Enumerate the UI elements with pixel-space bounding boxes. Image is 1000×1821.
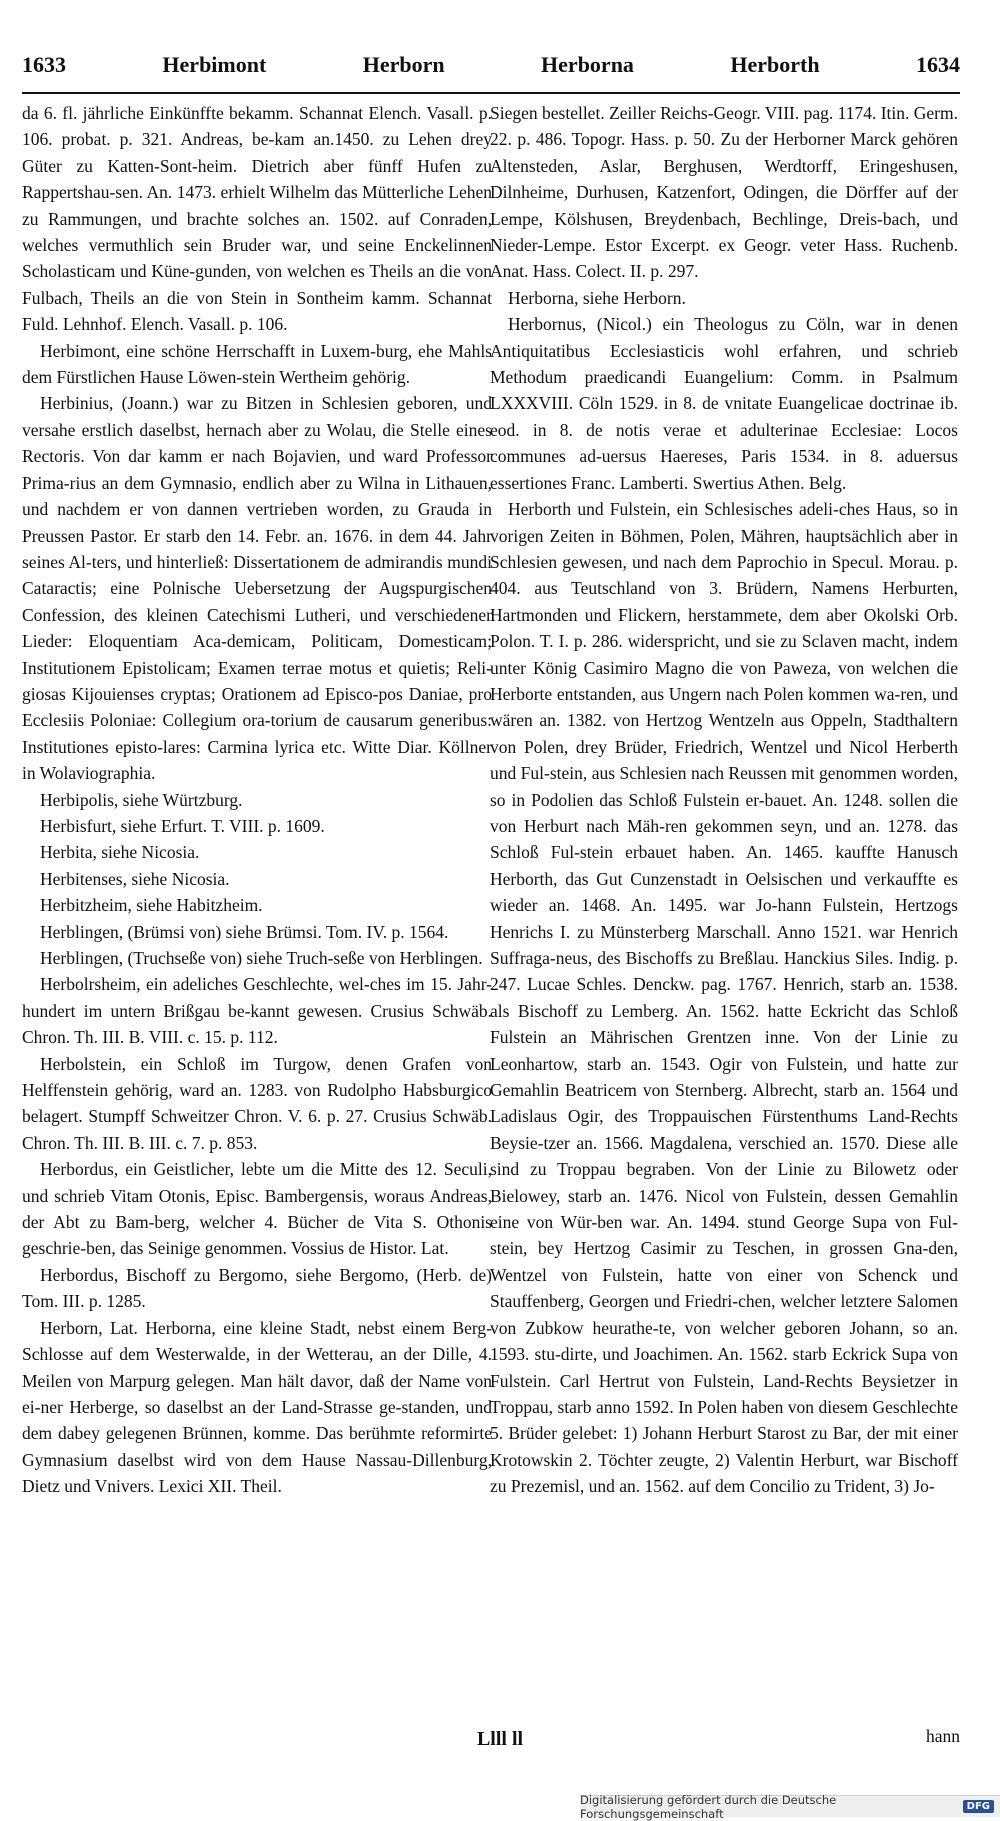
page-number-left: 1633: [22, 52, 66, 77]
footer-text: Digitalisierung gefördert durch die Deutsche Forschungsgemeinschaft: [580, 1792, 837, 1821]
digitization-footer: [580, 1792, 1000, 1821]
left-column: [22, 100, 492, 1700]
entry-herbolstein: Herbolstein, ein Schloß im Turgow, denen Grafen von Helffenstein gehörig, ward an. 1283. von Rudolpho Habsburgico belagert. Stumpff Schweitzer Chron. V. 6. p. 27. Crusius Schwäb. Chron. Th. III. B. III. c. 7. p. 853.: [22, 1053, 492, 1153]
right-column: [490, 100, 958, 1700]
entry-herbisfurt: Herbisfurt, siehe Erfurt. T. VIII. p. 1609.: [40, 815, 325, 836]
entry-herbitzheim: Herbitzheim, siehe Habitzheim.: [40, 895, 263, 916]
entry-herbordus-bischoff: Herbordus, Bischoff zu Bergomo, siehe Bergomo, (Herb. de) Tom. III. p. 1285.: [22, 1264, 492, 1312]
entry-herbimont: Herbimont, eine schöne Herrschafft in Luxem-burg, ehe Mahls dem Fürstlichen Hause Löwen-stein Wertheim gehörig.: [22, 340, 492, 388]
entry-herborth: Herborth und Fulstein, ein Schlesisches adeli-ches Haus, so in vorigen Zeiten in Böhmen, Polen, Mähren, hauptsächlich aber in Schlesien gewesen, und nach dem Paprochio in Specul. Morau. p. 404. aus Teutschland von 3. Brüdern, Namens Herburten, Hartmonden und Flickern, herstammete, dem aber Okolski Orb. Polon. T. I. p. 286. widerspricht, und sie zu Sclaven macht, indem unter König Casimiro Magno die von Paweza, von welchen die Herborte entstanden, aus Ungern nach Polen kommen wa-ren, und wären an. 1382. von Hertzog Wentzeln aus Oppeln, Stadthaltern von Polen, drey Brüder, Friedrich, Wentzel und Nicol Herberth und Ful-stein, aus Schlesien nach Reussen mit genommen worden, so in Podolien das Schloß Fulstein er-bauet. An. 1248. sollen die von Herburt nach Mäh-ren gekommen seyn, und an. 1278. das Schloß Ful-stein erbauet haben. An. 1465. kauffte Hanusch Herborth, das Gut Cunzenstadt in Oelsischen und verkauffte es wieder an. 1468. An. 1495. war Jo-hann Fulstein, Hertzogs Henrichs I. zu Münsterberg Marschall. Anno 1521. war Henrich Suffraga-neus, des Bischoffs zu Breßlau. Hanckius Siles. Indig. p. 247. Lucae Schles. Denckw. pag. 1767. Henrich, starb an. 1538. als Bischoff zu Lemberg. An. 1562. hatte Eckricht das Schloß Fulstein an Mährischen Grentzen inne. Von der Linie zu Leonhartow, starb an. 1543. Ogir von Fulstein, und hatte zur Gemahlin Beatricem von Sternberg. Albrecht, starb an. 1564 und Ladislaus Ogir, des Troppauischen Fürstenthums Land-Rechts Beysie-tzer an. 1566. Magdalena, verschied an. 1570. Diese alle sind zu Troppau begraben. Von der Linie zu Bilowetz oder Bielowey, starb an. 1476. Nicol von Fulstein, dessen Gemahlin eine von Wür-ben war. An. 1494. stund George Supa von Ful-stein, bey Hertzog Casimir zu Teschen, in grossen Gna-den, Wentzel von Fulstein, hatte von einer von Schenck und Stauffenberg, Georgen und Friedri-chen, welcher letztere Salomen von Zubkow heurathe-te, von welcher geboren Johann, so an. 1593. stu-dirte, und Joachimen. An. 1562. starb Eckrick Supa von Fulstein. Carl Hertrut von Fulstein, Land-Rechts Beysietzer in Troppau, starb anno 1592. In Polen haben von diesem Geschlechte 5. Brüder gelebet: 1) Johann Herburt Starost zu Bar, der mit einer Krotowskin 2. Töchter zeugte, 2) Valentin Herburt, war Bischoff zu Prezemisl, und an. 1562. auf dem Concilio zu Trident, 3) Jo-: [490, 499, 958, 1497]
running-head-herborn: Herborn: [362, 52, 445, 77]
entry-herbornus: Herbornus, (Nicol.) ein Theologus zu Cöln, war in denen Antiquitatibus Ecclesiasticis wohl erfahren, und schrieb Methodum praedicandi Euangelium: Comm. in Psalmum LXXXVIII. Cöln 1529. in 8. de vnitate Euangelicae doctrinae ib. eod. in 8. de notis verae et adulterinae Ecclesiae: Locos communes ad-uersus Haereses, Paris 1534. in 8. aduersus essertiones Franc. Lamberti. Swertius Athen. Belg.: [490, 314, 958, 493]
entry-herbordus: Herbordus, ein Geistlicher, lebte um die Mitte des 12. Seculi, und schrieb Vitam Otonis, Episc. Bambergensis, woraus Andreas, der Abt zu Bam-berg, welcher 4. Bücher de Vita S. Othonis geschrie-ben, das Seinige genommen. Vossius de Histor. Lat.: [22, 1159, 492, 1259]
entry-herborn-continued: Siegen bestellet. Zeiller Reichs-Geogr. VIII. pag. 1174. Itin. Germ. 22. p. 486. Topogr. Hass. p. 50. Zu der Herborner Marck gehören Altensteden, Aslar, Berghusen, Werdtorff, Eringeshusen, Dilnheime, Durhusen, Katzenfort, Odingen, die Dörffer auf der Lempe, Kölshusen, Breydenbach, Bechlinge, Dreis-bach, und Nieder-Lempe. Estor Excerpt. ex Geogr. veter Hass. Ruchenb. Anat. Hass. Colect. II. p. 297.: [490, 103, 958, 282]
running-head-herborna: Herborna: [541, 52, 634, 77]
entry-herbitenses: Herbitenses, siehe Nicosia.: [40, 868, 230, 889]
entry-herbipolis: Herbipolis, siehe Würtzburg.: [40, 789, 243, 810]
entry-herborn: Herborn, Lat. Herborna, eine kleine Stadt, nebst einem Berg-Schlosse auf dem Westerwalde, in der Wetterau, an der Dille, 4. Meilen von Marpurg gelegen. Man hält davor, daß der Name von ei-ner Herberge, so daselbst an der Land-Strasse ge-standen, und dem dabey gelegenen Brünnen, komme. Das berühmte reformirte Gymnasium daselbst wird von dem Hause Nassau-Dillenburg, Dietz und Vnivers. Lexici XII. Theil.: [22, 1317, 492, 1497]
entry-herbolrsheim: Herbolrsheim, ein adeliches Geschlechte, wel-ches im 15. Jahr-hundert im untern Brißgau be-kannt gewesen. Crusius Schwäb. Chron. Th. III. B. VIII. c. 15. p. 112.: [22, 974, 492, 1048]
signature-mark: Llll ll: [476, 1728, 524, 1750]
entry-paragraph: da 6. fl. jährliche Einkünffte bekamm. Schannat Elench. Vasall. p. 106. probat. p. 321. Andreas, be-kam an.1450. zu Lehen drey Güter zu Katten-Sont-heim. Dietrich aber fünff Hufen zu Rappertshau-sen. An. 1473. erhielt Wilhelm das Mütterliche Lehen zu Rammungen, und brachte solches an. 1502. auf Conraden, welches vermuthlich sein Bruder war, und seine Enckelinnen Scholasticam und Küne-gunden, von welchen es Theils an die von Fulbach, Theils an die von Stein in Sontheim kamm. Schannat Fuld. Lehnhof. Elench. Vasall. p. 106.: [22, 103, 492, 335]
dfg-logo: DFG: [963, 1800, 994, 1813]
entry-herblingen-truchsesse: Herblingen, (Truchseße von) siehe Truch-seße von Herblingen.: [40, 948, 483, 968]
page-number-right: 1634: [915, 52, 960, 77]
entry-herborna: Herborna, siehe Herborn.: [508, 287, 686, 308]
entry-herbita: Herbita, siehe Nicosia.: [40, 842, 200, 863]
entry-herbinius: Herbinius, (Joann.) war zu Bitzen in Schlesien geboren, und versahe erstlich daselbst, hernach aber zu Wolau, die Stelle eines Rectoris. Von dar kamm er nach Bojavien, und ward Professor Prima-rius an dem Gymnasio, endlich aber zu Wilna in Lithauen, und nachdem er von dannen vertrieben worden, zu Grauda in Preussen Pastor. Er starb den 14. Febr. an. 1676. in dem 44. Jahr seines Al-ters, und hinterließ: Dissertationem de admirandis mundi Cataractis; eine Polnische Uebersetzung der Augspurgischen Confession, des kleinen Catechismi Lutheri, und verschiedener Lieder: Eloquentiam Aca-demicam, Politicam, Domesticam; Institutionem Epistolicam; Examen terrae motus et quietis; Reli-giosas Kijouienses cryptas; Orationem ad Episco-pos Daniae, pro Ecclesiis Poloniae: Collegium ora-torium de causarum generibus: Institutiones episto-lares: Carmina lyrica etc. Witte Diar. Köllner in Wolaviographia.: [22, 393, 492, 784]
entry-herblingen-bruemsi: Herblingen, (Brümsi von) siehe Brümsi. Tom. IV. p. 1564.: [40, 921, 449, 942]
running-header: [22, 52, 960, 94]
running-head-herborth: Herborth: [730, 52, 820, 77]
running-head-herbimont: Herbimont: [162, 52, 267, 77]
catchword: hann: [925, 1726, 960, 1746]
